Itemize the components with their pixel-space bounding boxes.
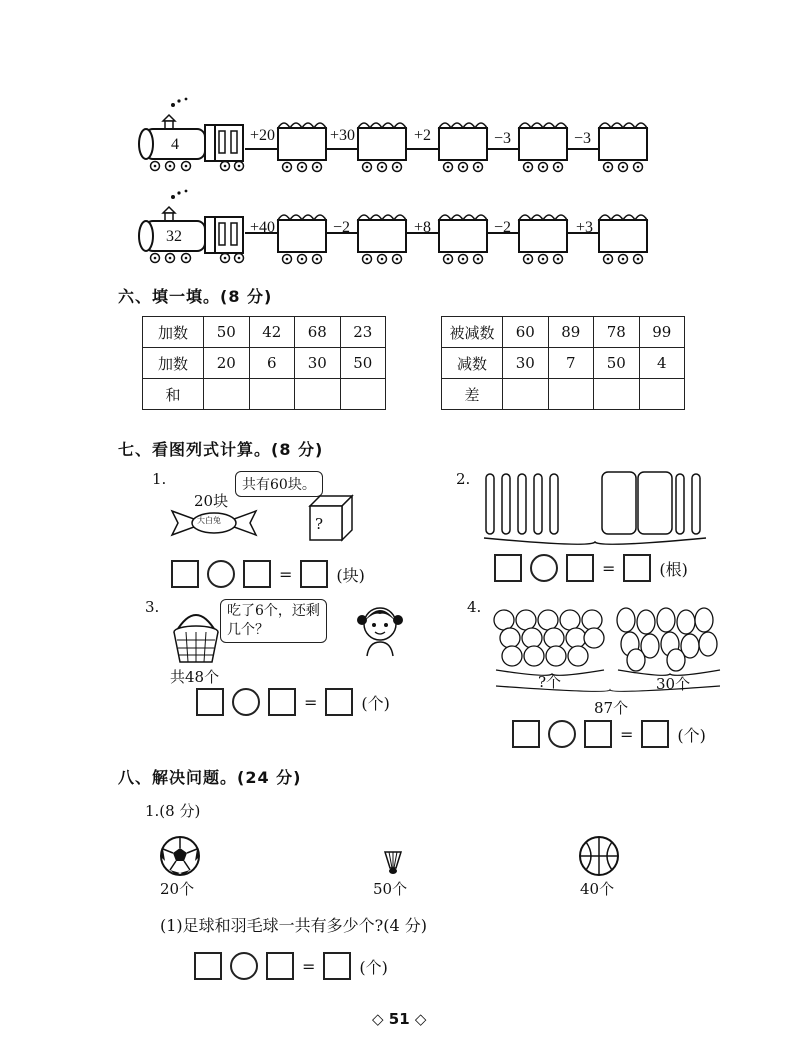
row-label: 和: [143, 379, 204, 410]
equals-sign: =: [620, 724, 634, 744]
table-cell: 7: [548, 348, 594, 379]
apples-count: ?个: [538, 673, 562, 691]
pears-count: 30个: [656, 675, 691, 693]
table-row: [442, 379, 685, 410]
equation-4: [512, 720, 706, 748]
unit-label: (根): [659, 559, 688, 579]
train-1-op-3: +2: [414, 127, 432, 144]
train-2-op-2: −2: [333, 219, 351, 236]
unit-label: (个): [359, 957, 388, 977]
section-6-title: 六、填一填。(8 分): [118, 287, 273, 306]
train-1-op-2: +30: [330, 127, 356, 144]
bubble-line-2: 几个？: [227, 622, 269, 638]
table-cell: 99: [639, 317, 685, 348]
answer-cell[interactable]: [340, 379, 386, 410]
answer-box[interactable]: [512, 720, 540, 748]
table-cell: 6: [249, 348, 295, 379]
train-2-op-3: +8: [414, 219, 432, 236]
equation-3: [196, 688, 390, 716]
table-cell: 60: [503, 317, 549, 348]
answer-box[interactable]: [171, 560, 199, 588]
question-1: (1)足球和羽毛球一共有多少个?(4 分): [160, 916, 427, 935]
problem-3-bubble: [220, 599, 327, 643]
row-label: 加数: [143, 348, 204, 379]
table-cell: 30: [503, 348, 549, 379]
operator-circle[interactable]: [230, 952, 258, 980]
addition-table: [142, 316, 386, 410]
fruits-icon: [490, 598, 726, 698]
basketball-icon: [578, 835, 620, 877]
unit-label: (个): [677, 725, 706, 745]
answer-cell[interactable]: [503, 379, 549, 410]
train-2-engine-number: 32: [166, 228, 182, 245]
answer-cell[interactable]: [594, 379, 640, 410]
table-cell: 4: [639, 348, 685, 379]
row-label: 差: [442, 379, 503, 410]
answer-box[interactable]: [325, 688, 353, 716]
answer-cell[interactable]: [639, 379, 685, 410]
soccer-count: 20个: [160, 880, 195, 898]
equation-8-1: [194, 952, 388, 980]
fruit-total: 87个: [594, 699, 629, 717]
answer-box[interactable]: [623, 554, 651, 582]
answer-box[interactable]: [194, 952, 222, 980]
row-label: 减数: [442, 348, 503, 379]
equation-2: [494, 554, 688, 582]
soccer-ball-icon: [159, 835, 201, 877]
section-8-title: 八、解决问题。(24 分): [118, 768, 302, 787]
answer-cell[interactable]: [249, 379, 295, 410]
answer-box[interactable]: [300, 560, 328, 588]
train-1-op-1: +20: [250, 127, 276, 144]
answer-box[interactable]: [584, 720, 612, 748]
answer-box[interactable]: [641, 720, 669, 748]
equals-sign: =: [304, 692, 318, 712]
girl-icon: [355, 598, 405, 658]
train-2-op-5: +3: [576, 219, 594, 236]
train-1-op-5: −3: [574, 130, 592, 147]
answer-box[interactable]: [268, 688, 296, 716]
sticks-icon: [480, 468, 710, 548]
basketball-count: 40个: [580, 880, 615, 898]
table-cell: 42: [249, 317, 295, 348]
basket-icon: [168, 604, 224, 666]
answer-box[interactable]: [266, 952, 294, 980]
table-cell: 50: [594, 348, 640, 379]
train-2: [139, 190, 647, 264]
problem-3-number: 3.: [145, 598, 160, 616]
train-1: [139, 98, 647, 172]
answer-cell[interactable]: [548, 379, 594, 410]
answer-box[interactable]: [566, 554, 594, 582]
equals-sign: =: [279, 564, 293, 584]
equals-sign: =: [602, 558, 616, 578]
basket-total: 共48个: [170, 668, 220, 686]
answer-box[interactable]: [243, 560, 271, 588]
problem-4-number: 4.: [467, 598, 482, 616]
table-row: [442, 317, 685, 348]
table-cell: 89: [548, 317, 594, 348]
operator-circle[interactable]: [548, 720, 576, 748]
train-2-op-1: +40: [250, 219, 276, 236]
candy-label: 大白兔: [197, 516, 221, 525]
equals-sign: =: [302, 956, 316, 976]
table-row: [143, 379, 386, 410]
row-label: 被减数: [442, 317, 503, 348]
operator-circle[interactable]: [232, 688, 260, 716]
subtraction-table: [441, 316, 685, 410]
row-label: 加数: [143, 317, 204, 348]
table-cell: 78: [594, 317, 640, 348]
table-cell: 20: [204, 348, 250, 379]
problem-1-number: 1.: [152, 470, 167, 488]
unit-label: (块): [336, 565, 365, 585]
unit-label: (个): [361, 693, 390, 713]
answer-box[interactable]: [323, 952, 351, 980]
problem-1-bubble: 共有60块。: [235, 471, 323, 497]
answer-box[interactable]: [494, 554, 522, 582]
table-cell: 50: [340, 348, 386, 379]
problem-2-number: 2.: [456, 470, 471, 488]
problem-8-1-title: 1.(8 分): [145, 802, 201, 820]
train-1-engine-number: 4: [171, 136, 179, 153]
table-cell: 68: [295, 317, 341, 348]
table-cell: 23: [340, 317, 386, 348]
section-7-title: 七、看图列式计算。(8 分): [118, 440, 324, 459]
train-1-op-4: −3: [494, 130, 512, 147]
box-question-mark: ?: [315, 515, 324, 533]
equation-1: [171, 560, 365, 588]
answer-cell[interactable]: [295, 379, 341, 410]
train-2-op-4: −2: [494, 219, 512, 236]
table-row: [143, 348, 386, 379]
shuttlecock-count: 50个: [373, 880, 408, 898]
candy-count: 20块: [194, 492, 229, 510]
table-row: [442, 348, 685, 379]
answer-cell[interactable]: [204, 379, 250, 410]
table-cell: 30: [295, 348, 341, 379]
operator-circle[interactable]: [207, 560, 235, 588]
operator-circle[interactable]: [530, 554, 558, 582]
bubble-line-1: 吃了6个，还剩: [227, 603, 320, 619]
table-cell: 50: [204, 317, 250, 348]
train-diagrams: [0, 95, 800, 275]
shuttlecock-icon: [383, 850, 403, 876]
table-row: [143, 317, 386, 348]
page-number: ◇ 51 ◇: [372, 1010, 427, 1028]
answer-box[interactable]: [196, 688, 224, 716]
